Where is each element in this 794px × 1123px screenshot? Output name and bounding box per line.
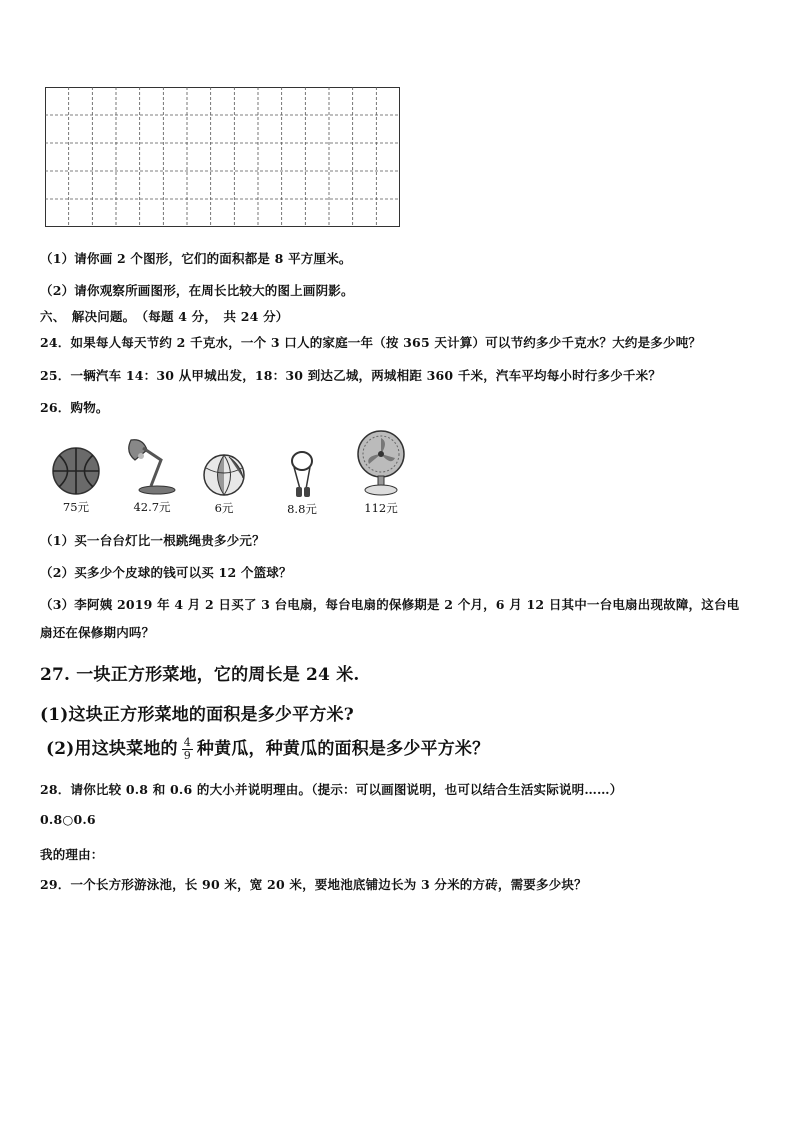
q26-sub3-line1: （3）李阿姨 2019 年 4 月 2 日买了 3 台电扇，每台电扇的保修期是 2 个月，6 月 12 日其中一台电扇出现故障，这台电 <box>40 597 740 612</box>
item-electric-fan <box>341 428 421 516</box>
q23-sub2: （2）请你观察所画图形，在周长比较大的图上画阴影。 <box>40 283 354 298</box>
grid-paper[interactable] <box>45 87 400 227</box>
question-25: 25．一辆汽车 14：30 从甲城出发，18：30 到达乙城，两城相距 360 千米，汽车平均每小时行多少千米？ <box>40 368 662 383</box>
q26-sub2: （2）买多少个皮球的钱可以买 12 个篮球？ <box>40 565 292 580</box>
price-jump-rope: 8.8元 <box>287 502 317 516</box>
beach-ball-icon <box>201 452 247 498</box>
section-6-heading: 六、 解决问题。 （每题 4 分， 共 24 分） <box>40 309 289 324</box>
fraction-numerator: 4 <box>183 736 191 749</box>
price-basketball: 75元 <box>62 500 90 514</box>
question-29: 29．一个长方形游泳池，长 90 米，宽 20 米，要地池底铺边长为 3 分米的方砖，需要多少块？ <box>40 877 587 892</box>
item-jump-rope <box>262 449 342 517</box>
price-electric-fan: 112元 <box>364 501 398 515</box>
q27-sub1: (1)这块正方形菜地的面积是多少平方米? <box>40 705 354 725</box>
fraction-denominator: 9 <box>183 749 191 762</box>
price-beach-ball: 6元 <box>214 501 234 515</box>
item-beach-ball <box>184 452 264 516</box>
q28-reason-label: 我的理由： <box>40 847 104 862</box>
question-26-title: 26．购物。 <box>40 400 109 415</box>
grid-border <box>46 88 400 227</box>
q28-compare: 0.8○0.6 <box>40 812 96 827</box>
fraction-four-ninths <box>182 737 193 762</box>
price-desk-lamp: 42.7元 <box>133 500 171 514</box>
item-basketball <box>36 445 116 515</box>
jump-rope-icon <box>282 449 322 499</box>
desk-lamp-icon <box>121 436 183 497</box>
q27-sub2 <box>46 734 489 762</box>
question-24: 24．如果每人每天节约 2 千克水，一个 3 口人的家庭一年（按 365 天计算）可以节约多少千克水？大约是多少吨？ <box>40 335 702 350</box>
q27-sub2-suffix: 种黄瓜，种黄瓜的面积是多少平方米？ <box>196 739 490 759</box>
q27-sub2-prefix: (2)用这块菜地的 <box>46 739 178 759</box>
basketball-icon <box>50 445 102 497</box>
item-desk-lamp <box>112 436 192 515</box>
q26-sub1: （1）买一台台灯比一根跳绳贵多少元？ <box>40 533 265 548</box>
electric-fan-icon <box>353 428 409 498</box>
q23-sub1: （1）请你画 2 个图形，它们的面积都是 8 平方厘米。 <box>40 251 352 266</box>
question-28: 28．请你比较 0.8 和 0.6 的大小并说明理由。（提示：可以画图说明，也可以结合生活实际说明……） <box>40 782 623 797</box>
question-27: 27. 一块正方形菜地，它的周长是 24 米. <box>40 665 360 685</box>
q26-sub3-line2: 扇还在保修期内吗？ <box>40 625 155 640</box>
